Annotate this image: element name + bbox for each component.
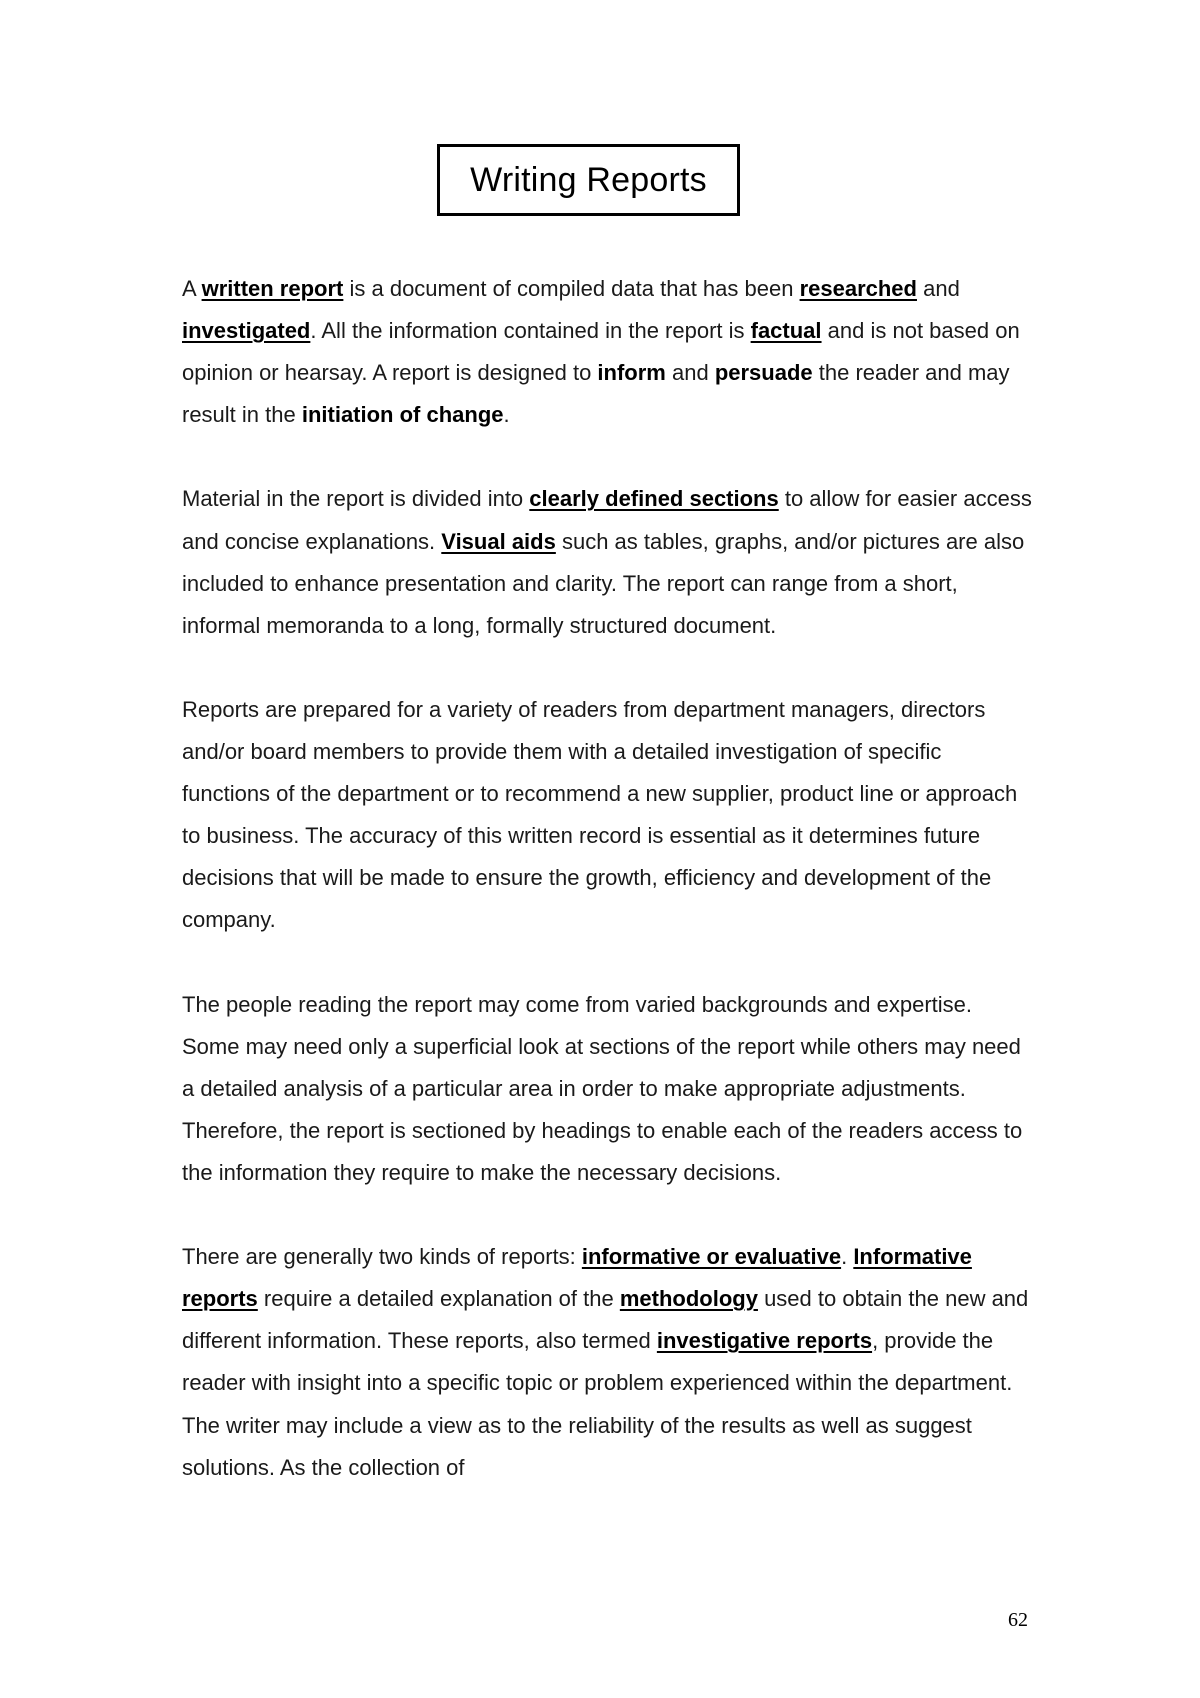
emphasis-term: initiation of change xyxy=(301,402,504,428)
text-run: The people reading the report may come from varied backgrounds and expertise. Some may need only a superficial look at sections of the report while others may need a detailed analysis of a particular area in order to make appropriate adjustments. Therefore, the report is sectioned by headings to enable each of the readers access to the information they require to make the necessary decisions. xyxy=(182,991,1023,1185)
emphasis-term: written report xyxy=(201,276,344,301)
text-run: and xyxy=(916,276,960,301)
text-run: used to obtain the new and different information. These reports, also termed xyxy=(182,1286,1029,1354)
emphasis-term: methodology xyxy=(619,1286,758,1312)
emphasis-term: informative or evaluative xyxy=(581,1244,842,1270)
text-run: Material in the report is divided into xyxy=(182,486,530,512)
emphasis-term: factual xyxy=(750,318,822,344)
text-run: the reader and may result in the xyxy=(182,360,1010,428)
paragraph-4 xyxy=(182,984,1032,1194)
emphasis-term: clearly defined sections xyxy=(529,486,779,512)
text-run: is a document of compiled data that has been xyxy=(343,276,800,301)
page-number: 62 xyxy=(1008,1609,1028,1631)
title-box xyxy=(437,144,740,216)
page-title: Writing Reports xyxy=(470,160,707,199)
paragraph-1 xyxy=(182,268,1032,436)
text-run: and is not based on opinion or hearsay. A report is designed to xyxy=(182,318,1020,386)
text-run: , provide the reader with insight into a specific topic or problem experienced within the department. The writer may include a view as to the reliability of the results as well as suggest solutions. As the collection of xyxy=(182,1328,1013,1480)
emphasis-term: researched xyxy=(799,276,917,301)
text-run: to allow for easier access and concise explanations. xyxy=(182,486,1032,554)
body-text xyxy=(182,268,1032,1531)
emphasis-term: Informative reports xyxy=(182,1244,972,1312)
emphasis-term: Visual aids xyxy=(441,528,556,554)
paragraph-3 xyxy=(182,689,1032,942)
text-run: A xyxy=(182,276,202,301)
paragraph-5 xyxy=(182,1236,1032,1489)
text-run: . xyxy=(503,402,510,428)
text-run: and xyxy=(665,360,715,386)
text-run: require a detailed explanation of the xyxy=(257,1286,620,1312)
emphasis-term: inform xyxy=(597,360,666,386)
text-run: . xyxy=(841,1244,854,1270)
text-run: . All the information contained in the report is xyxy=(310,318,751,344)
emphasis-term: persuade xyxy=(714,360,813,386)
text-run: such as tables, graphs, and/or pictures are also included to enhance presentation and clarity. The report can range from a short, informal memoranda to a long, formally structured document. xyxy=(182,528,1025,638)
paragraph-2 xyxy=(182,478,1032,646)
emphasis-term: investigative reports xyxy=(656,1328,873,1354)
text-run: Reports are prepared for a variety of readers from department managers, directors and/or board members to provide them with a detailed investigation of specific functions of the department or to recommend a new supplier, product line or approach to business. The accuracy of this written record is essential as it determines future decisions that will be made to ensure the growth, efficiency and development of the company. xyxy=(182,696,1018,933)
emphasis-term: investigated xyxy=(182,318,311,344)
text-run: There are generally two kinds of reports: xyxy=(182,1244,582,1270)
